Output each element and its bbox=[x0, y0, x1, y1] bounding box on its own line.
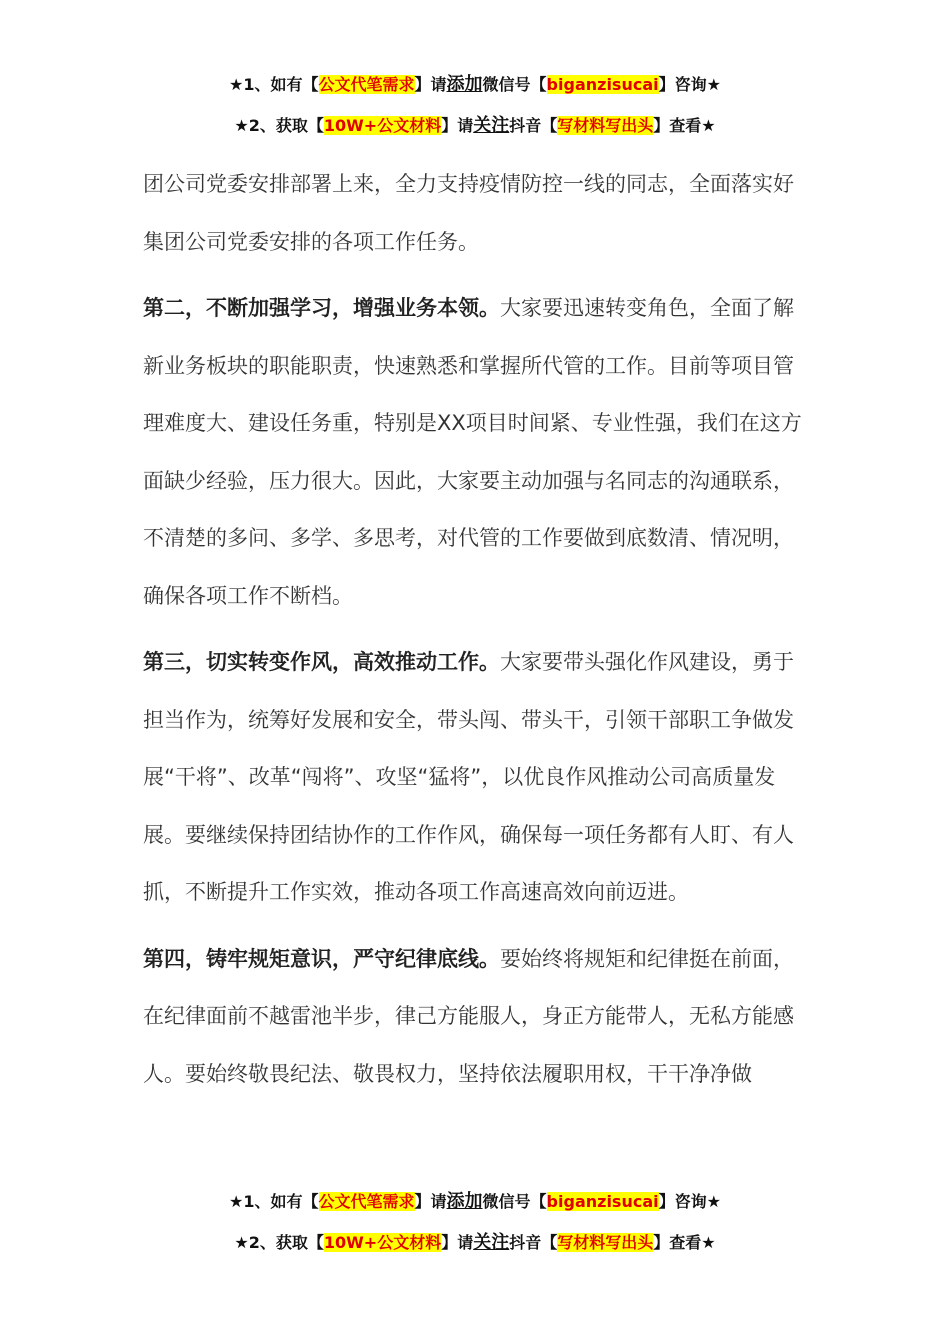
underline-add: 添加 bbox=[446, 1191, 483, 1212]
footer-banner-line-1 bbox=[0, 1187, 950, 1213]
banner-text: ★1、如有【 bbox=[229, 1192, 319, 1211]
banner-text: 抖音【 bbox=[509, 1233, 558, 1252]
banner-text: 】请 bbox=[441, 116, 474, 135]
banner-text: 】请 bbox=[441, 1233, 474, 1252]
header-banner-line-1 bbox=[0, 70, 950, 96]
highlight-ghostwriting: 公文代笔需求 bbox=[318, 75, 415, 94]
banner-text: 】咨询★ bbox=[658, 1192, 721, 1211]
banner-text: ★2、获取【 bbox=[234, 1233, 324, 1252]
footer-banner-line-2 bbox=[0, 1228, 950, 1254]
banner-text: 】请 bbox=[414, 75, 447, 94]
document-body bbox=[143, 156, 813, 1112]
paragraph-fourth bbox=[143, 931, 813, 1104]
highlight-douyin: 写材料写出头 bbox=[557, 116, 654, 135]
banner-text: 】请 bbox=[414, 1192, 447, 1211]
paragraph-second bbox=[143, 280, 813, 625]
highlight-douyin: 写材料写出头 bbox=[557, 1233, 654, 1252]
header-banner-line-2 bbox=[0, 111, 950, 137]
paragraph-text: 要始终将规矩和纪律挺在前面，在纪律面前不越雷池半步，律己方能服人，身正方能带人，无私方能感人。要始终敬畏纪法、敬畏权力，坚持依法履职用权，干干净净做 bbox=[143, 946, 794, 1086]
highlight-materials: 10W+公文材料 bbox=[323, 1233, 442, 1252]
banner-text: 抖音【 bbox=[509, 116, 558, 135]
paragraph-continued: 团公司党委安排部署上来，全力支持疫情防控一线的同志，全面落实好集团公司党委安排的各项工作任务。 bbox=[143, 172, 794, 254]
paragraph-heading: 第三，切实转变作风，高效推动工作。 bbox=[143, 650, 500, 674]
paragraph-text: 大家要带头强化作风建设，勇于担当作为，统筹好发展和安全，带头闯、带头干，引领干部职工争做发展“干将”、改革“闯将”、攻坚“猛将”，以优良作风推动公司高质量发展。要继续保持团结协作的工作作风，确保每一项任务都有人盯、有人抓，不断提升工作实效，推动各项工作高速高效向前迈进。 bbox=[143, 650, 794, 904]
banner-text: 】查看★ bbox=[653, 1233, 716, 1252]
highlight-wechat-id: biganzisucai bbox=[546, 75, 659, 94]
paragraph-third bbox=[143, 634, 813, 922]
underline-add: 添加 bbox=[446, 74, 483, 95]
banner-text: 】咨询★ bbox=[658, 75, 721, 94]
banner-text: ★1、如有【 bbox=[229, 75, 319, 94]
banner-text: 】查看★ bbox=[653, 116, 716, 135]
banner-text: ★2、获取【 bbox=[234, 116, 324, 135]
banner-text: 微信号【 bbox=[482, 75, 547, 94]
underline-follow: 关注 bbox=[473, 1232, 510, 1253]
highlight-materials: 10W+公文材料 bbox=[323, 116, 442, 135]
paragraph-heading: 第二，不断加强学习，增强业务本领。 bbox=[143, 296, 500, 320]
banner-text: 微信号【 bbox=[482, 1192, 547, 1211]
paragraph-text: 大家要迅速转变角色，全面了解新业务板块的职能职责，快速熟悉和掌握所代管的工作。目前等项目管理难度大、建设任务重，特别是XX项目时间紧、专业性强，我们在这方面缺少经验，压力很大。因此，大家要主动加强与名同志的沟通联系，不清楚的多问、多学、多思考，对代管的工作要做到底数清、情况明，确保各项工作不断档。 bbox=[143, 296, 802, 608]
highlight-wechat-id: biganzisucai bbox=[546, 1192, 659, 1211]
underline-follow: 关注 bbox=[473, 115, 510, 136]
highlight-ghostwriting: 公文代笔需求 bbox=[318, 1192, 415, 1211]
paragraph-heading: 第四，铸牢规矩意识，严守纪律底线。 bbox=[143, 946, 500, 971]
